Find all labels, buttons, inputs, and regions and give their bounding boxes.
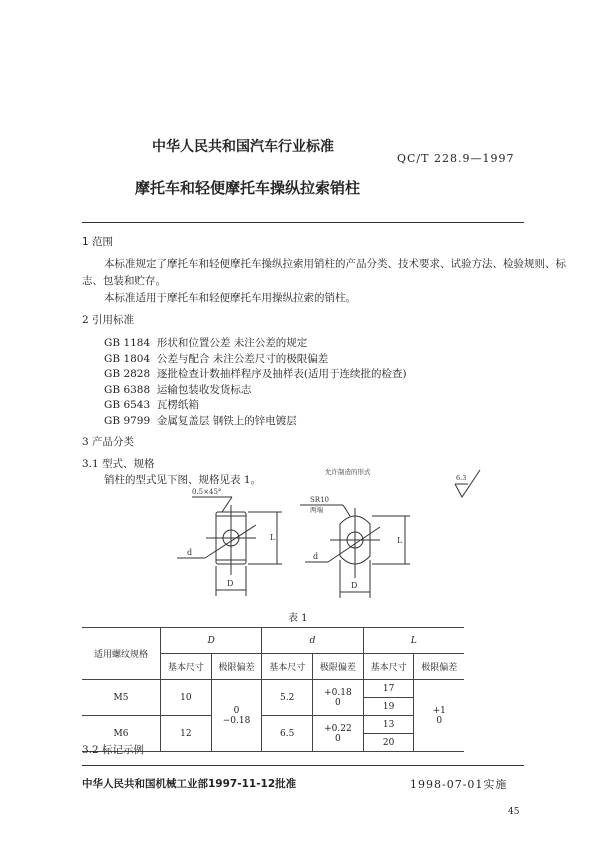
header-dev: 极限偏差 — [313, 654, 364, 680]
scope-text-2: 志、包装和贮存。 — [82, 275, 166, 287]
spec-table — [82, 627, 464, 752]
d-label: d — [313, 552, 319, 561]
roughness-symbol — [455, 470, 480, 497]
ref-code: GB 1804 — [104, 353, 151, 365]
ref-item — [104, 366, 407, 381]
cell-d: 6.5 — [262, 716, 313, 752]
ref-code: GB 2828 — [104, 368, 151, 380]
standard-code: QC/T 228.9—1997 — [397, 152, 515, 165]
header-basic: 基本尺寸 — [363, 654, 414, 680]
section-1-heading: 1 范围 — [82, 236, 114, 248]
ref-title: 形状和位置公差 未注公差的规定 — [156, 337, 308, 349]
cell-L: 17 — [363, 680, 414, 698]
both-ends-label: 两端 — [310, 506, 323, 514]
cell-spec: M5 — [82, 680, 161, 716]
cell-spec: M6 — [82, 716, 161, 752]
ref-title: 运输包装收发货标志 — [156, 384, 252, 396]
header-basic: 基本尺寸 — [262, 654, 313, 680]
ref-title: 金属复盖层 钢铁上的锌电镀层 — [156, 415, 297, 427]
effective-date: 1998-07-01实施 — [410, 778, 508, 791]
approval-text: 中华人民共和国机械工业部1997-11-12批准 — [82, 778, 297, 790]
ref-title: 逐批检查计数抽样程序及抽样表(适用于连续批的检查) — [156, 368, 407, 380]
ref-item — [104, 397, 199, 412]
sr-label: SR10 — [310, 496, 329, 504]
ref-item — [104, 351, 328, 366]
section-3-heading: 3 产品分类 — [82, 436, 135, 448]
table-row — [82, 716, 464, 734]
footer-rule — [82, 765, 524, 766]
section-3-2-heading: 3.2 标记示例 — [82, 744, 145, 756]
ref-item — [104, 335, 307, 350]
standard-title: 中华人民共和国汽车行业标准 — [152, 139, 334, 155]
pin-drawings — [0, 450, 600, 610]
cell-D: 10 — [161, 680, 212, 716]
roughness-value: 6.3 — [456, 474, 467, 482]
document-title: 摩托车和轻便摩托车操纵拉索销柱 — [135, 179, 361, 197]
header-d: d — [262, 628, 363, 654]
scope-text-3: 本标准适用于摩托车和轻便摩托车用操纵拉索的销柱。 — [104, 292, 356, 304]
cell-L: 19 — [363, 698, 414, 716]
ref-title: 瓦楞纸箱 — [156, 399, 199, 411]
D-label: D — [227, 579, 234, 588]
ref-item — [104, 413, 297, 428]
cell-d: 5.2 — [262, 680, 313, 716]
header-rule — [82, 222, 524, 223]
header-dev: 极限偏差 — [211, 654, 262, 680]
scope-text-1: 本标准规定了摩托车和轻便摩托车操纵拉索用销柱的产品分类、技术要求、试验方法、检验规则、标 — [104, 258, 566, 270]
cell-L: 20 — [363, 734, 414, 752]
cell-D: 12 — [161, 716, 212, 752]
cell-d-dev: +0.18 0 — [313, 680, 364, 716]
header-L: L — [363, 628, 464, 654]
section-2-heading: 2 引用标准 — [82, 314, 135, 326]
chamfer-label: 0.5×45° — [192, 488, 222, 496]
header-basic: 基本尺寸 — [161, 654, 212, 680]
ref-code: GB 6388 — [104, 384, 151, 396]
ref-item — [104, 382, 251, 397]
ref-code: GB 1184 — [104, 337, 151, 349]
page-number: 45 — [508, 807, 520, 817]
table-row — [82, 680, 464, 698]
cell-L-dev: +1 0 — [414, 680, 464, 752]
ref-title: 公差与配合 未注公差尺寸的极限偏差 — [156, 353, 329, 365]
section-3-1-text: 销柱的型式见下图、规格见表 1。 — [104, 474, 262, 486]
D-label: D — [351, 581, 358, 590]
ref-code: GB 9799 — [104, 415, 151, 427]
table-caption: 表 1 — [288, 613, 308, 624]
cell-D-dev: 0 −0.18 — [211, 680, 262, 752]
pin-drawing-rounded — [300, 467, 410, 598]
L-label: L — [270, 533, 276, 542]
header-dev: 极限偏差 — [414, 654, 464, 680]
header-D: D — [161, 628, 262, 654]
section-3-1-heading: 3.1 型式、规格 — [82, 458, 155, 470]
header-spec: 适用螺纹规格 — [82, 628, 161, 680]
L-label: L — [397, 536, 403, 545]
cell-L: 13 — [363, 716, 414, 734]
cell-d-dev: +0.22 0 — [313, 716, 364, 752]
alt-form-caption: 允许制造的形式 — [325, 468, 371, 476]
pin-drawing-chamfered — [177, 488, 282, 596]
d-label: d — [187, 548, 193, 557]
ref-code: GB 6543 — [104, 399, 151, 411]
